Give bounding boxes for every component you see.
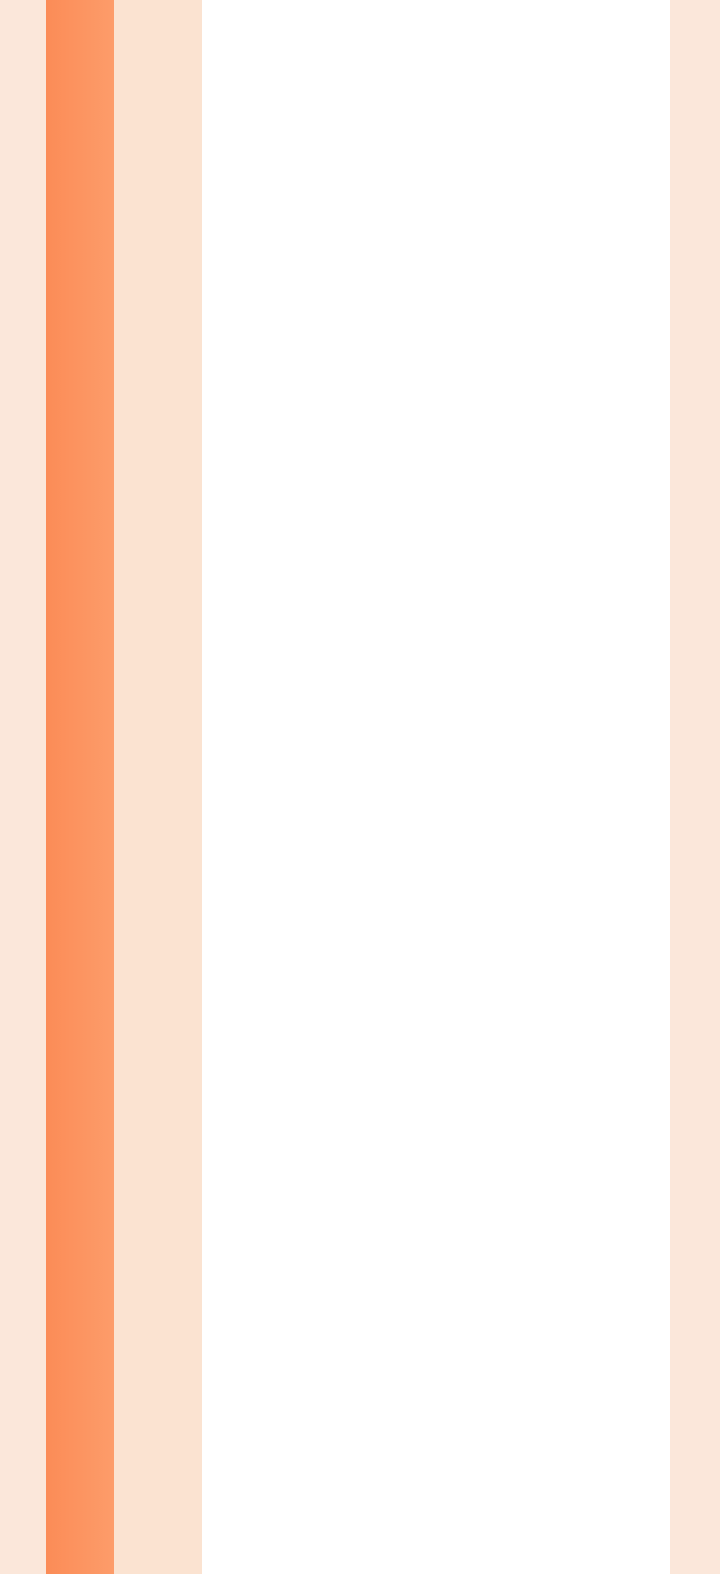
right-margin	[670, 0, 720, 1574]
main-category-column	[46, 0, 114, 1574]
sub-category-column	[114, 0, 202, 1574]
left-margin	[0, 0, 46, 1574]
syllabus-table	[202, 0, 670, 1574]
